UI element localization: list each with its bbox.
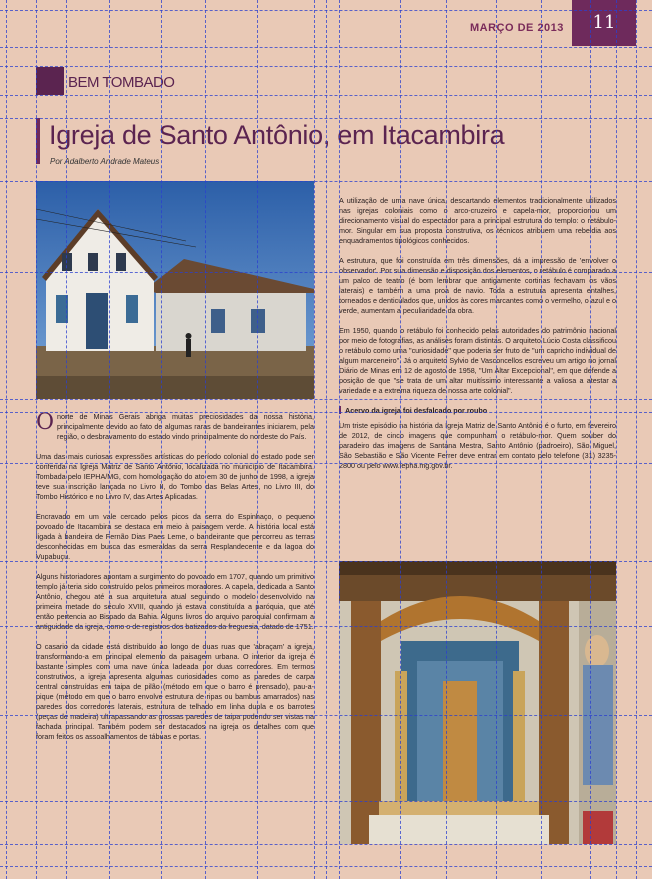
section-marker: [36, 67, 64, 95]
guide-line: [0, 844, 652, 845]
title-accent-bar: [36, 118, 40, 164]
section-title: BEM TOMBADO: [68, 74, 175, 91]
guide-line: [636, 0, 637, 879]
guide-line: [616, 0, 617, 879]
guide-line: [0, 118, 652, 119]
paragraph: Um triste episódio na história da Igreja Matriz de Santo Antônio é o furto, em fevereiro de 2012, de cinco imagens que compunham o retábulo-mor. Quem souber do paradeiro das imagens de Santana Mestra, Santo Antônio (padroeiro), São Miguel, São Sebastião e São Vicente Ferrer deve entrar em contato pelo telefone (31) 3235-2800 ou pelo www.iepha.mg.gov.br.: [339, 421, 616, 470]
right-text-column: [339, 196, 616, 481]
article-title: Igreja de Santo Antônio, em Itacambira: [49, 120, 505, 150]
subheading: Acervo da igreja foi desfalcado por roubo: [339, 406, 616, 416]
paragraph-intro: Onorte de Minas Gerais abriga muitas preciosidades da nossa história, principalmente devido ao fato de algumas raras de bandeirantes iniciarem, pela região, o desbravamento do estado vindo principalmente do nordeste do País.: [36, 410, 314, 441]
article-byline: Por Adalberto Andrade Mateus: [50, 157, 160, 166]
paragraph: Encravado em um vale cercado pelos picos da serra do Espinhaço, o pequeno povoado de Itacambira se destaca em meio à paisagem verde. A história local está ligada à bandeira de Fernão Dias Paes Leme, o bandeirante que percorreu as terras desconhecidas em busca das esmeraldas da serra Resplandecente e da lagoa do Vupabuçu.: [36, 512, 314, 561]
paragraph: Uma das mais curiosas expressões artísticas do período colonial do estado pode ser conferida na Igreja Matriz de Santo Antônio, localizada no município de Itacambira. Tombada pelo IEPHA/MG, com homologação do ato em 30 de junho de 1998, a igreja teve sua inscrição lançada no Livro II, do Tombo das Belas Artes, no Livro III, do Tombo Histórico e no Livro IV, das Artes Aplicadas.: [36, 452, 314, 501]
guide-line: [0, 66, 652, 67]
left-text-column: [36, 412, 314, 752]
paragraph: O casario da cidade está distribuído ao longo de duas ruas que 'abraçam' a igreja, transformando-a em principal elemento da paisagem urbana. O interior da igreja é bastante simples com uma nave única ladeada por duas corredores. Em termos construtivos, a igreja apresenta algumas curiosidades como as paredes de carpa central construídas em taipa de pilão (método em que o barro é prensado), pau-a-pique (método em que o barro envolve estrutura de ripas ou bambus amarrados) nas paredes dos corredores laterais, estrutura de telhado em linha dupla e os barrotes (peças de madeira) ultrapassando as grossas paredes de taipa podendo ser vistas na fachada principal. Também podem ser destacados na igreja os detalhes com que foram feitos os assoalhamentos de tábuas e portas.: [36, 642, 314, 741]
paragraph: Alguns historiadores apontam a surgimento do povoado em 1707, quando um primitivo templo já teria sido construído pelos primeiros moradores. A capela, dedicada a Santo Antônio, chegou até a sua arquitetura atual seguindo o modelo desenvolvido na primeira metade do século XVIII, quando já estava constituída a paróquia, que até então pertencia ao Bispado da Bahia. Alguns livros do arquivo paroquial confirmam a antiguidade da igreja, como o de registros dos batizados da freguesia, datado de 1751.: [36, 572, 314, 631]
guide-line: [0, 95, 652, 96]
guide-line: [0, 866, 652, 867]
subheading-bar: [339, 406, 341, 414]
guide-line: [0, 10, 652, 11]
drop-cap: O: [36, 410, 55, 435]
issue-date: MARÇO DE 2013: [470, 22, 564, 34]
church-interior-altar-photo: [339, 561, 616, 844]
paragraph: Em 1950, quando o retábulo foi conhecido pelas autoridades do patrimônio nacional por meio de fotografias, as análises foram distintas. O arquiteto Lúcio Costa classificou o retábulo como uma "curiosidade" que poderia ser fruto de "um capricho individual de algum marceneiro". Já o arquiteto Sylvio de Vasconcellos escreveu um artigo no jornal Diário de Minas em 12 de agosto de 1958, "Um Altar Excepcional", em que defende a posição de que "se trata de um altar muitíssimo interessante a valiosa a atestar a variedade e a extrema riqueza de nossa arte colonial".: [339, 326, 616, 395]
page-number: 11: [572, 0, 636, 46]
paragraph: A utilização de uma nave única, descartando elementos tradicionalmente utilizados nas igrejas coloniais como o arco-cruzeiro e capela-mor, proporcionou um direcionamento visual do espectador para a principal estrutura do templo: o retábulo-mor. Singular em sua proposta construtiva, os técnicos atribuem uma rebeldia aos enquadramentos tipológicos conhecidos.: [339, 196, 616, 245]
guide-line: [6, 0, 7, 879]
guide-line: [0, 47, 652, 48]
church-exterior-photo: [36, 181, 314, 399]
paragraph: A estrutura, que foi construída em três dimensões, dá a impressão de 'envolver o observador'. Por sua dimensão e disposição dos elementos, o retábulo é comparado a um palco de teatro (é bom lembrar que antigamente cortinas fechavam os vãos laterais) e também a uma proa de navio. Toda a estrutura apresenta entalhes, torneados e denticulados que, unidos às cores marcantes como o vermelho, o azul e o verde, aumentam a peculiaridade da obra.: [339, 256, 616, 315]
